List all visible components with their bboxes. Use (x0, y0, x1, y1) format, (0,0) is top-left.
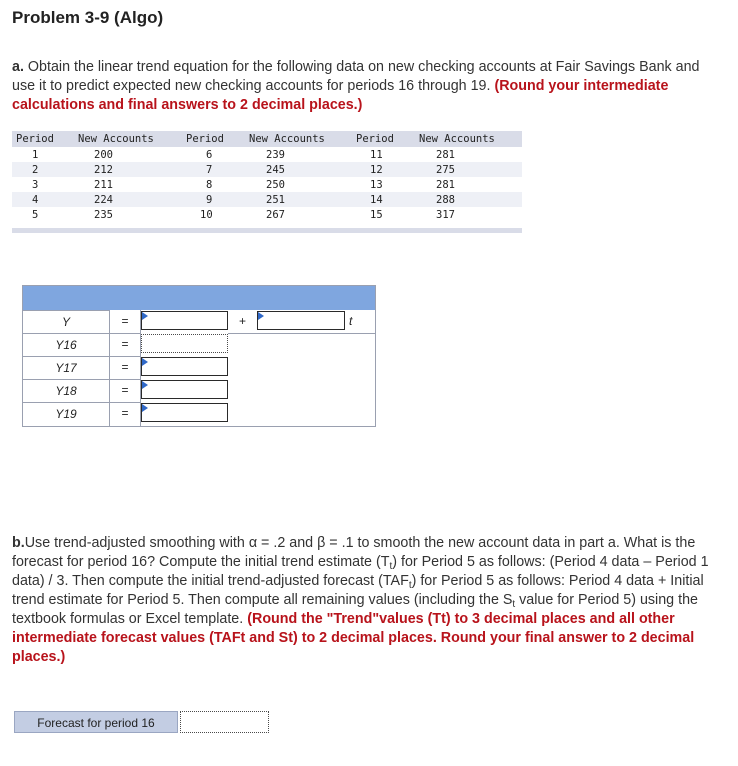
y18-label: Y18 (23, 379, 110, 403)
part-a-label: a. (12, 59, 24, 75)
period-cell: 1 (32, 149, 39, 161)
input-marker-icon (142, 312, 148, 320)
part-b-text-3: ) for Period 5 as follows: Period 4 data + Initial trend estimate for Period 5. Then compute all remaining values (including the S (12, 573, 704, 608)
accounts-cell: 212 (94, 164, 113, 176)
part-b-text-2: ) for Period 5 as follows: (Period 4 data – Period 1 data) / 3. Then compute the initial trend-adjusted forecast (TAF (12, 554, 709, 589)
period-cell: 2 (32, 164, 39, 176)
col-header-accounts-3: New Accounts (419, 133, 495, 145)
y18-input[interactable] (141, 380, 228, 399)
input-marker-icon (258, 312, 264, 320)
part-b-prompt (12, 534, 728, 667)
accounts-cell: 281 (436, 179, 455, 191)
accounts-cell: 317 (436, 209, 455, 221)
checking-accounts-table (12, 131, 522, 233)
subscript-t: t (512, 599, 516, 610)
part-b-label: b. (12, 535, 25, 551)
accounts-cell: 275 (436, 164, 455, 176)
part-b-rounding-note: (Round the "Trend"values (Tt) to 3 decimal places and all other intermediate forecast values (TAFt and St) to 2 decimal places. Round your final answer to 2 decimal places.) (12, 611, 695, 665)
subscript-t: t (408, 580, 412, 591)
equals-sign: = (121, 383, 129, 397)
intercept-input[interactable] (141, 311, 228, 330)
period-cell: 12 (370, 164, 383, 176)
y16-label: Y16 (23, 333, 110, 357)
y19-input[interactable] (141, 403, 228, 422)
forecast-input[interactable] (180, 711, 269, 733)
period-cell: 6 (206, 149, 213, 161)
table-row (12, 162, 522, 177)
period-cell: 4 (32, 194, 39, 206)
equals-sign: = (121, 406, 129, 420)
table-header-row (12, 131, 522, 147)
plus-sign: + (239, 314, 247, 328)
period-cell: 9 (206, 194, 213, 206)
col-header-accounts-2: New Accounts (249, 133, 325, 145)
col-header-period-1: Period (16, 133, 54, 145)
period-cell: 5 (32, 209, 39, 221)
table-row (12, 207, 522, 222)
y16-input[interactable] (141, 334, 228, 353)
period-cell: 14 (370, 194, 383, 206)
part-a-prompt (12, 58, 712, 115)
grid-line (228, 333, 375, 334)
subscript-t: t (389, 561, 393, 572)
equals-sign: = (121, 337, 129, 351)
period-cell: 11 (370, 149, 383, 161)
accounts-cell: 288 (436, 194, 455, 206)
input-marker-icon (142, 358, 148, 366)
accounts-cell: 267 (266, 209, 285, 221)
t-variable: t (349, 314, 353, 328)
input-marker-icon (142, 381, 148, 389)
accounts-cell: 281 (436, 149, 455, 161)
period-cell: 10 (200, 209, 213, 221)
grid-header-band (23, 286, 375, 310)
accounts-cell: 250 (266, 179, 285, 191)
period-cell: 15 (370, 209, 383, 221)
input-marker-icon (142, 404, 148, 412)
period-cell: 13 (370, 179, 383, 191)
y-label: Y (23, 310, 110, 334)
accounts-cell: 235 (94, 209, 113, 221)
table-row (12, 147, 522, 162)
table-row (12, 192, 522, 207)
y17-input[interactable] (141, 357, 228, 376)
accounts-cell: 200 (94, 149, 113, 161)
y17-label: Y17 (23, 356, 110, 380)
trend-equation-grid (22, 285, 376, 427)
table-row (12, 177, 522, 192)
problem-title: Problem 3-9 (Algo) (12, 8, 164, 27)
equals-sign: = (121, 314, 129, 328)
y19-label: Y19 (23, 402, 110, 426)
forecast-label: Forecast for period 16 (14, 711, 178, 733)
accounts-cell: 211 (94, 179, 113, 191)
accounts-cell: 224 (94, 194, 113, 206)
accounts-cell: 251 (266, 194, 285, 206)
table-footer-bar (12, 228, 522, 233)
equals-sign: = (121, 360, 129, 374)
slope-input[interactable] (257, 311, 345, 330)
part-a-text: Obtain the linear trend equation for the following data on new checking accounts at Fair Savings Bank and use it to predict expected new checking accounts for periods 16 through 19. (12, 59, 700, 94)
period-cell: 7 (206, 164, 213, 176)
part-b-text-4: value for Period 5) using the textbook formulas or Excel template. (12, 592, 698, 627)
accounts-cell: 239 (266, 149, 285, 161)
period-cell: 3 (32, 179, 39, 191)
col-header-accounts-1: New Accounts (78, 133, 154, 145)
period-cell: 8 (206, 179, 213, 191)
col-header-period-3: Period (356, 133, 394, 145)
col-header-period-2: Period (186, 133, 224, 145)
part-a-rounding-note: (Round your intermediate calculations and final answers to 2 decimal places.) (12, 78, 669, 113)
accounts-cell: 245 (266, 164, 285, 176)
part-b-text-1: Use trend-adjusted smoothing with α = .2 and β = .1 to smooth the new account data in part a. What is the forecast for period 16? Compute the initial trend estimate (T (12, 535, 696, 570)
